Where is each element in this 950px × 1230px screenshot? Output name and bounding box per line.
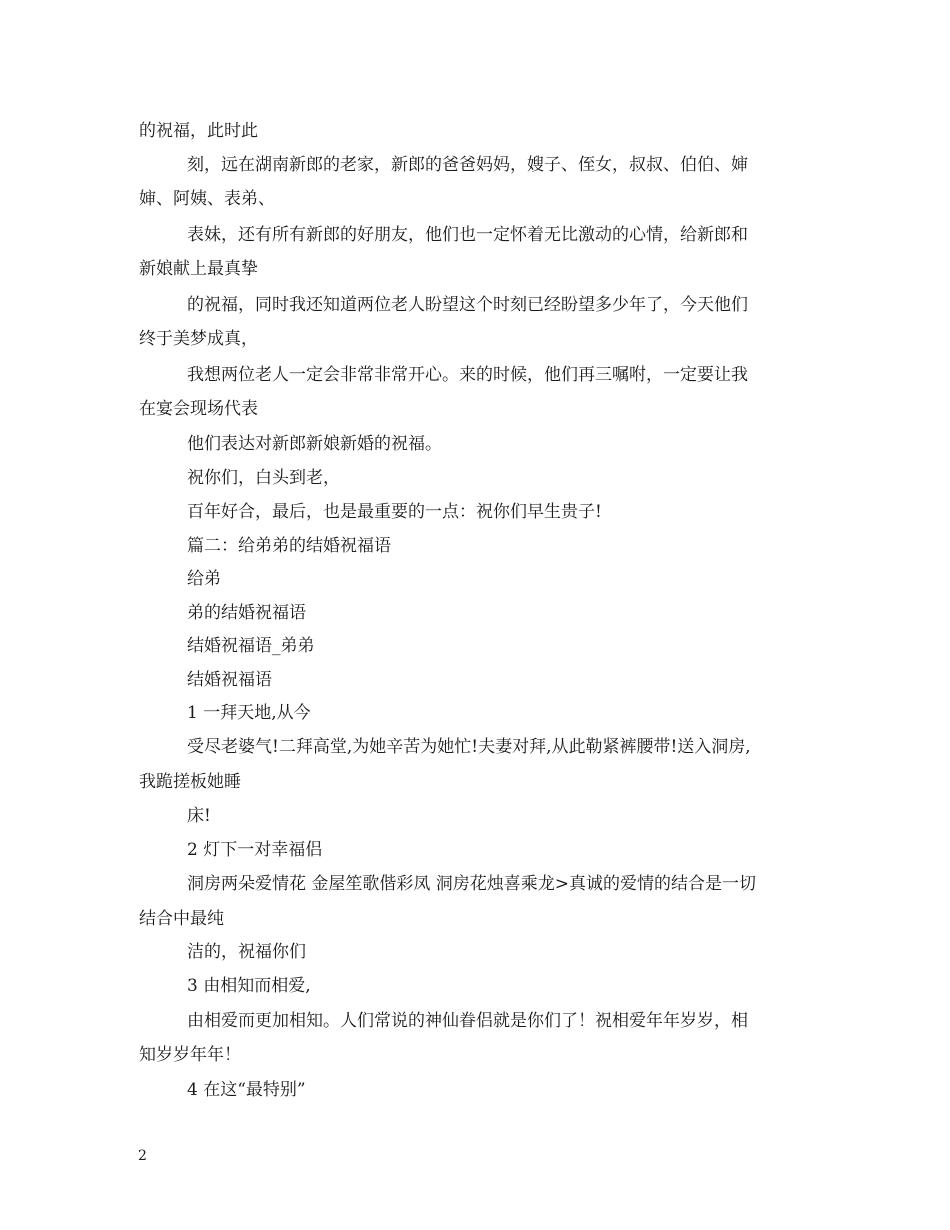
text-line: 弟的结婚祝福语 (187, 603, 306, 623)
text-line: 的祝福，此时此 (139, 121, 258, 141)
text-line: 由相爱而更加相知。人们常说的神仙眷侣就是你们了！祝相爱年年岁岁，相 (187, 1011, 748, 1031)
section-heading: 篇二：给弟弟的结婚祝福语 (187, 536, 391, 556)
text-line: 床! (187, 806, 211, 826)
text-line: 结合中最纯 (139, 909, 224, 929)
text-line: 1 一拜天地,从今 (187, 703, 311, 723)
text-line: 结婚祝福语_弟弟 (187, 636, 315, 656)
text-line: 表妹，还有所有新郎的好朋友，他们也一定怀着无比激动的心情，给新郎和 (187, 225, 748, 245)
text-line: 结婚祝福语 (187, 670, 272, 690)
text-line: 刻，远在湖南新郎的老家，新郎的爸爸妈妈，嫂子、侄女，叔叔、伯伯、婶 (187, 155, 748, 175)
text-line: 祝你们，白头到老， (187, 468, 340, 488)
text-line: 3 由相知而相爱, (187, 976, 311, 996)
text-line: 新娘献上最真挚 (139, 259, 258, 279)
text-line: 他们表达对新郎新娘新婚的祝福。 (187, 434, 442, 454)
text-line: 洞房两朵爱情花 金屋笙歌偕彩凤 洞房花烛喜乘龙>真诚的爱情的结合是一切 (187, 874, 757, 894)
text-line: 给弟 (187, 569, 221, 589)
page-number: 2 (138, 1148, 147, 1164)
text-line: 洁的，祝福你们 (187, 942, 306, 962)
text-line: 的祝福，同时我还知道两位老人盼望这个时刻已经盼望多少年了，今天他们 (187, 295, 748, 315)
text-line: 4 在这“最特别” (187, 1080, 306, 1100)
text-line: 知岁岁年年！ (139, 1045, 241, 1065)
text-line: 我跪搓板她睡 (139, 772, 241, 792)
text-line: 在宴会现场代表 (139, 399, 258, 419)
text-line: 受尽老婆气!二拜高堂,为她辛苦为她忙!夫妻对拜,从此勒紧裤腰带!送入洞房, (187, 737, 751, 757)
text-line: 我想两位老人一定会非常非常开心。来的时候，他们再三嘱咐，一定要让我 (187, 365, 748, 385)
text-line: 婶、阿姨、表弟、 (139, 189, 275, 209)
text-line: 终于美梦成真， (139, 329, 258, 349)
text-line: 2 灯下一对幸福侣 (187, 840, 323, 860)
text-line: 百年好合，最后，也是最重要的一点：祝你们早生贵子! (187, 502, 602, 522)
